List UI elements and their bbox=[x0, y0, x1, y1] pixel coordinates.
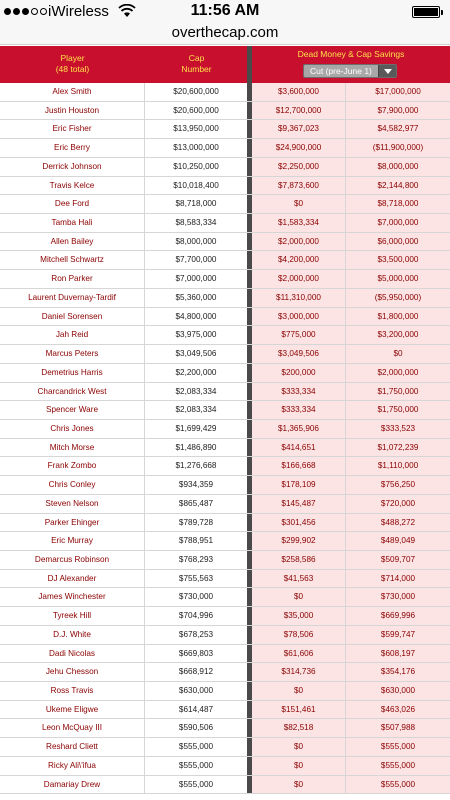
cap-savings-cell: $354,176 bbox=[346, 663, 450, 681]
table-row bbox=[0, 701, 450, 720]
player-name-link[interactable]: Parker Ehinger bbox=[0, 514, 145, 532]
table-row bbox=[0, 663, 450, 682]
cap-number-cell: $10,250,000 bbox=[173, 161, 219, 171]
dead-money-cell: $12,700,000 bbox=[252, 102, 346, 120]
cap-savings-cell: $730,000 bbox=[346, 588, 450, 606]
cap-number-column-header[interactable] bbox=[146, 46, 247, 83]
player-name-link[interactable]: Ukeme Eligwe bbox=[0, 701, 145, 719]
cap-savings-cell: ($5,950,000) bbox=[346, 289, 450, 307]
table-row bbox=[0, 120, 450, 139]
table-row bbox=[0, 83, 450, 102]
table-row bbox=[0, 233, 450, 252]
dead-money-cell: $0 bbox=[252, 738, 346, 756]
player-name-link[interactable]: Eric Murray bbox=[0, 532, 145, 550]
player-name-link[interactable]: Chris Conley bbox=[0, 476, 145, 494]
chevron-down-icon[interactable] bbox=[378, 65, 396, 77]
cap-savings-cell: $630,000 bbox=[346, 682, 450, 700]
cap-savings-cell: $669,996 bbox=[346, 607, 450, 625]
dead-money-cell: $145,487 bbox=[252, 495, 346, 513]
player-name-link[interactable]: Daniel Sorensen bbox=[0, 308, 145, 326]
dead-money-cell: $2,250,000 bbox=[252, 158, 346, 176]
cap-savings-cell: $7,900,000 bbox=[346, 102, 450, 120]
cap-number-cell: $678,253 bbox=[178, 629, 214, 639]
cap-savings-cell: $714,000 bbox=[346, 570, 450, 588]
player-name-link[interactable]: Marcus Peters bbox=[0, 345, 145, 363]
cap-number-cell: $4,800,000 bbox=[175, 311, 217, 321]
cap-number-cell: $555,000 bbox=[178, 742, 214, 752]
cap-savings-cell: $3,200,000 bbox=[346, 326, 450, 344]
dead-money-cell: $200,000 bbox=[252, 364, 346, 382]
table-row bbox=[0, 364, 450, 383]
table-row bbox=[0, 383, 450, 402]
dead-money-cell: $61,606 bbox=[252, 645, 346, 663]
cap-savings-cell: $489,049 bbox=[346, 532, 450, 550]
dead-money-cell: $299,902 bbox=[252, 532, 346, 550]
cap-number-cell: $1,699,429 bbox=[175, 423, 217, 433]
player-name-link[interactable]: Allen Bailey bbox=[0, 233, 145, 251]
table-row bbox=[0, 177, 450, 196]
cap-number-cell: $5,360,000 bbox=[175, 292, 217, 302]
cap-number-cell: $788,951 bbox=[178, 536, 214, 546]
table-row bbox=[0, 757, 450, 776]
cap-number-cell: $614,487 bbox=[178, 704, 214, 714]
dead-money-cell: $1,365,906 bbox=[252, 420, 346, 438]
table-row bbox=[0, 251, 450, 270]
player-name-link[interactable]: Leon McQuay III bbox=[0, 719, 145, 737]
dead-money-cell: $775,000 bbox=[252, 326, 346, 344]
cap-savings-cell: $2,000,000 bbox=[346, 364, 450, 382]
cap-number-cell: $20,600,000 bbox=[173, 105, 219, 115]
cap-number-cell: $7,700,000 bbox=[175, 255, 217, 265]
table-row bbox=[0, 345, 450, 364]
cap-number-cell: $20,600,000 bbox=[173, 87, 219, 96]
player-name-link[interactable]: Reshard Cliett bbox=[0, 738, 145, 756]
dead-money-cell: $9,367,023 bbox=[252, 120, 346, 138]
cap-header-label-2: Number bbox=[181, 64, 212, 74]
player-name-link[interactable]: Laurent Duvernay-Tardif bbox=[0, 289, 145, 307]
cap-number-cell: $865,487 bbox=[178, 498, 214, 508]
cap-savings-cell: $5,000,000 bbox=[346, 270, 450, 288]
cut-type-dropdown[interactable] bbox=[303, 64, 397, 78]
dead-money-cell: $414,651 bbox=[252, 439, 346, 457]
table-row bbox=[0, 195, 450, 214]
dead-money-cell: $333,334 bbox=[252, 401, 346, 419]
cap-savings-cell: $599,747 bbox=[346, 626, 450, 644]
player-name-link[interactable]: Justin Houston bbox=[0, 102, 145, 120]
dead-money-cell: $2,000,000 bbox=[252, 233, 346, 251]
player-name-link[interactable]: Tyreek Hill bbox=[0, 607, 145, 625]
dead-money-cell: $0 bbox=[252, 757, 346, 775]
table-row bbox=[0, 289, 450, 308]
dead-money-cell: $4,200,000 bbox=[252, 251, 346, 269]
url-domain: overthecap.com bbox=[171, 24, 279, 41]
cap-number-cell: $630,000 bbox=[178, 686, 214, 695]
player-name-link[interactable]: Demetrius Harris bbox=[0, 364, 145, 382]
table-row bbox=[0, 102, 450, 121]
cap-savings-cell: $6,000,000 bbox=[346, 233, 450, 251]
dead-money-cell: $78,506 bbox=[252, 626, 346, 644]
cap-savings-cell: $1,750,000 bbox=[346, 401, 450, 419]
table-row bbox=[0, 645, 450, 664]
table-row bbox=[0, 158, 450, 177]
table-row bbox=[0, 532, 450, 551]
player-name-link[interactable]: D.J. White bbox=[0, 626, 145, 644]
table-row bbox=[0, 719, 450, 738]
cap-savings-cell: $2,144,800 bbox=[346, 177, 450, 195]
cap-savings-cell: $0 bbox=[346, 345, 450, 363]
player-header-label: Player bbox=[60, 53, 85, 63]
cap-number-cell: $768,293 bbox=[178, 554, 214, 564]
player-name-link[interactable]: Ross Travis bbox=[0, 682, 145, 700]
cap-number-cell: $730,000 bbox=[178, 592, 214, 602]
dead-money-header-label: Dead Money & Cap Savings bbox=[297, 49, 405, 59]
battery-icon bbox=[412, 6, 440, 18]
dead-money-cell: $82,518 bbox=[252, 719, 346, 737]
table-row bbox=[0, 776, 450, 795]
cap-number-cell: $668,912 bbox=[178, 667, 214, 677]
cap-savings-cell: $756,250 bbox=[346, 476, 450, 494]
table-row bbox=[0, 476, 450, 495]
player-name-link[interactable]: Ricky Ali\'ifua bbox=[0, 757, 145, 775]
player-name-link[interactable]: Ron Parker bbox=[0, 270, 145, 288]
dead-money-cell: $0 bbox=[252, 776, 346, 794]
player-name-link[interactable]: Dee Ford bbox=[0, 195, 145, 213]
player-table-body bbox=[0, 83, 450, 800]
dead-money-cell: $11,310,000 bbox=[252, 289, 346, 307]
cap-number-cell: $2,200,000 bbox=[175, 367, 217, 377]
clock: 11:56 AM bbox=[190, 2, 260, 19]
table-row bbox=[0, 551, 450, 570]
cap-number-cell: $669,803 bbox=[178, 648, 214, 658]
player-name-link[interactable]: Alex Smith bbox=[0, 83, 145, 101]
table-row bbox=[0, 139, 450, 158]
carrier-name: iWireless bbox=[48, 3, 109, 20]
dead-money-cell: $301,456 bbox=[252, 514, 346, 532]
cap-savings-cell: $1,110,000 bbox=[346, 457, 450, 475]
player-name-link[interactable]: Derrick Johnson bbox=[0, 158, 145, 176]
cap-savings-cell: $1,750,000 bbox=[346, 383, 450, 401]
table-row bbox=[0, 326, 450, 345]
status-bar bbox=[0, 0, 450, 24]
cap-number-cell: $13,000,000 bbox=[173, 143, 219, 153]
cap-savings-cell: $17,000,000 bbox=[346, 83, 450, 101]
cap-number-cell: $7,000,000 bbox=[175, 274, 217, 284]
cap-savings-cell: $463,026 bbox=[346, 701, 450, 719]
table-row bbox=[0, 738, 450, 757]
player-name-link[interactable]: Tamba Hali bbox=[0, 214, 145, 232]
cap-savings-cell: $555,000 bbox=[346, 738, 450, 756]
cap-number-cell: $755,563 bbox=[178, 573, 214, 583]
cap-savings-cell: $333,523 bbox=[346, 420, 450, 438]
cap-savings-cell: $509,707 bbox=[346, 551, 450, 569]
cap-number-cell: $3,049,506 bbox=[175, 349, 217, 359]
cap-savings-cell: $1,800,000 bbox=[346, 308, 450, 326]
cap-number-cell: $704,996 bbox=[178, 611, 214, 621]
table-row bbox=[0, 607, 450, 626]
player-name-link[interactable]: Mitchell Schwartz bbox=[0, 251, 145, 269]
cap-number-cell: $2,083,334 bbox=[175, 386, 217, 396]
dead-money-cell: $0 bbox=[252, 682, 346, 700]
cap-number-cell: $10,018,400 bbox=[173, 180, 219, 190]
table-row bbox=[0, 626, 450, 645]
table-row bbox=[0, 457, 450, 476]
dead-money-cell: $258,586 bbox=[252, 551, 346, 569]
cap-number-cell: $13,950,000 bbox=[173, 124, 219, 134]
cap-savings-cell: $608,197 bbox=[346, 645, 450, 663]
player-name-link[interactable]: DJ Alexander bbox=[0, 570, 145, 588]
player-name-link[interactable]: Mitch Morse bbox=[0, 439, 145, 457]
dead-money-cell: $3,600,000 bbox=[252, 83, 346, 101]
dead-money-cell: $151,461 bbox=[252, 701, 346, 719]
cap-number-cell: $8,000,000 bbox=[175, 236, 217, 246]
table-row bbox=[0, 270, 450, 289]
table-row bbox=[0, 570, 450, 589]
cap-number-cell: $789,728 bbox=[178, 517, 214, 527]
dead-money-cell: $2,000,000 bbox=[252, 270, 346, 288]
dead-money-cell: $0 bbox=[252, 588, 346, 606]
player-name-link[interactable]: Chris Jones bbox=[0, 420, 145, 438]
player-name-link[interactable]: Eric Berry bbox=[0, 139, 145, 157]
table-row bbox=[0, 495, 450, 514]
player-name-link[interactable]: Jah Reid bbox=[0, 326, 145, 344]
dead-money-cell: $41,563 bbox=[252, 570, 346, 588]
dead-money-cell: $7,873,600 bbox=[252, 177, 346, 195]
cap-savings-cell: $4,582,977 bbox=[346, 120, 450, 138]
table-row bbox=[0, 214, 450, 233]
player-name-link[interactable]: Eric Fisher bbox=[0, 120, 145, 138]
cap-savings-cell: $1,072,239 bbox=[346, 439, 450, 457]
table-row bbox=[0, 514, 450, 533]
dead-money-cell: $333,334 bbox=[252, 383, 346, 401]
cap-savings-cell: $3,500,000 bbox=[346, 251, 450, 269]
dead-money-cell: $178,109 bbox=[252, 476, 346, 494]
cap-header-label-1: Cap bbox=[188, 53, 205, 63]
dead-money-cell: $35,000 bbox=[252, 607, 346, 625]
player-column-header[interactable] bbox=[0, 46, 145, 83]
cap-savings-cell: $7,000,000 bbox=[346, 214, 450, 232]
player-name-link[interactable]: Charcandrick West bbox=[0, 383, 145, 401]
table-row bbox=[0, 420, 450, 439]
cap-number-cell: $2,083,334 bbox=[175, 405, 217, 415]
player-name-link[interactable]: Demarcus Robinson bbox=[0, 551, 145, 569]
table-row bbox=[0, 308, 450, 327]
player-name-link[interactable]: Spencer Ware bbox=[0, 401, 145, 419]
url-bar[interactable] bbox=[0, 24, 450, 45]
cap-number-cell: $555,000 bbox=[178, 779, 214, 789]
cap-savings-cell: $555,000 bbox=[346, 776, 450, 794]
dead-money-cell: $3,000,000 bbox=[252, 308, 346, 326]
cap-savings-cell: $555,000 bbox=[346, 757, 450, 775]
cap-savings-cell: $8,718,000 bbox=[346, 195, 450, 213]
table-row bbox=[0, 439, 450, 458]
player-name-link[interactable]: Dadi Nicolas bbox=[0, 645, 145, 663]
player-name-link[interactable]: Jehu Chesson bbox=[0, 663, 145, 681]
cap-savings-cell: $507,988 bbox=[346, 719, 450, 737]
cap-savings-cell: $8,000,000 bbox=[346, 158, 450, 176]
player-name-link[interactable]: Damariay Drew bbox=[0, 776, 145, 794]
table-row bbox=[0, 401, 450, 420]
dead-money-cell: $3,049,506 bbox=[252, 345, 346, 363]
cap-number-cell: $590,506 bbox=[178, 723, 214, 733]
cap-number-cell: $8,718,000 bbox=[175, 199, 217, 209]
player-name-link[interactable]: Steven Nelson bbox=[0, 495, 145, 513]
cap-number-cell: $3,975,000 bbox=[175, 330, 217, 340]
table-row bbox=[0, 588, 450, 607]
dead-money-cell: $0 bbox=[252, 195, 346, 213]
dead-money-cell: $314,736 bbox=[252, 663, 346, 681]
player-name-link[interactable]: James Winchester bbox=[0, 588, 145, 606]
player-name-link[interactable]: Frank Zombo bbox=[0, 457, 145, 475]
cap-number-cell: $8,583,334 bbox=[175, 218, 217, 228]
dead-money-cell: $1,583,334 bbox=[252, 214, 346, 232]
cap-number-cell: $1,486,890 bbox=[175, 442, 217, 452]
cap-savings-cell: $488,272 bbox=[346, 514, 450, 532]
dead-money-cell: $24,900,000 bbox=[252, 139, 346, 157]
cap-savings-cell: ($11,900,000) bbox=[346, 139, 450, 157]
cap-number-cell: $555,000 bbox=[178, 760, 214, 770]
cap-savings-cell: $720,000 bbox=[346, 495, 450, 513]
cap-number-cell: $1,276,668 bbox=[175, 461, 217, 471]
dropdown-selected-value: Cut (pre-June 1) bbox=[310, 66, 372, 76]
table-row bbox=[0, 682, 450, 701]
dead-money-cell: $166,668 bbox=[252, 457, 346, 475]
player-name-link[interactable]: Travis Kelce bbox=[0, 177, 145, 195]
cap-number-cell: $934,359 bbox=[178, 480, 214, 490]
player-count: (48 total) bbox=[55, 64, 90, 74]
